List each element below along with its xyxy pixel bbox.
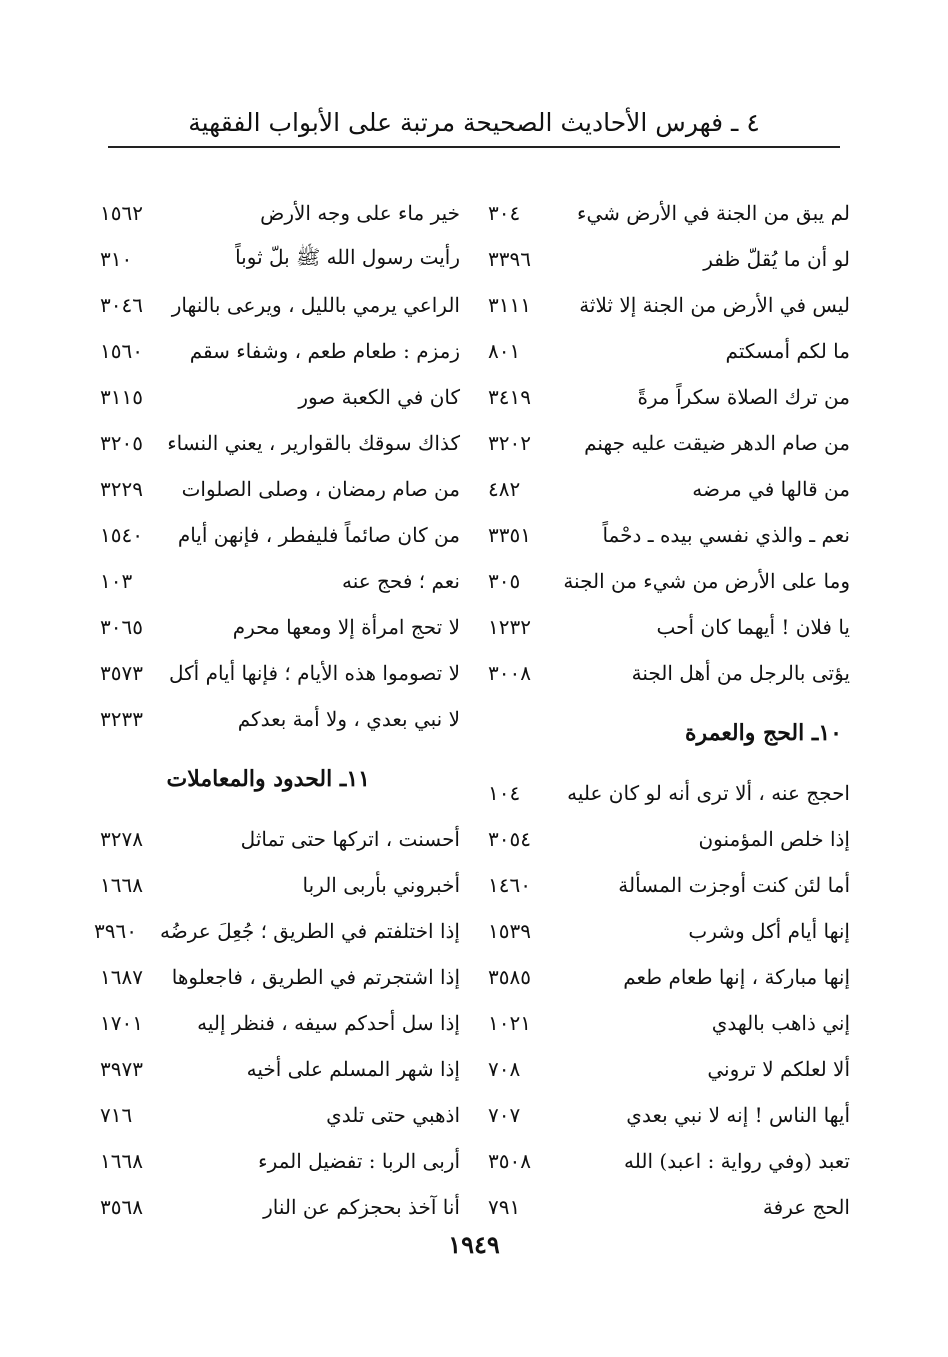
entry-text: أخبروني بأربى الربا: [302, 873, 460, 897]
index-entry: [100, 420, 460, 466]
section-title-hajj: ١٠ـ الحج والعمرة: [684, 720, 842, 746]
entry-number: ١٠٢١: [488, 1011, 531, 1035]
index-entry: [488, 1046, 850, 1092]
index-entry: [100, 328, 460, 374]
entry-text: من صام الدهر ضيقت عليه جهنم: [584, 431, 850, 455]
entry-number: ٣٥٨٥: [488, 965, 531, 989]
entry-text: كان في الكعبة صور: [298, 385, 460, 409]
entry-text: إني ذاهب بالهدي: [711, 1011, 850, 1035]
index-entry: [100, 862, 460, 908]
entry-text: احجج عنه ، ألا ترى أنه لو كان عليه: [567, 781, 850, 805]
index-entry: [488, 954, 850, 1000]
entry-text: ما لكم أمسكتم: [725, 339, 850, 363]
index-entry: [100, 1138, 460, 1184]
entry-list-left-b: [94, 816, 460, 1230]
entry-number: ١٠٣: [100, 569, 133, 593]
entry-number: ١٧٠١: [100, 1011, 143, 1035]
entry-number: ٧٩١: [488, 1195, 521, 1219]
entry-number: ٣٠٦٥: [100, 615, 143, 639]
entry-text: إذا خلص المؤمنون: [698, 827, 850, 851]
entry-list-left-a: [100, 190, 460, 742]
section-title-hudud: ١١ـ الحدود والمعاملات: [166, 766, 370, 792]
entry-text: لم يبق من الجنة في الأرض شيء: [577, 201, 850, 225]
entry-text: وما على الأرض من شيء من الجنة: [563, 569, 850, 593]
entry-number: ٣٥٦٨: [100, 1195, 143, 1219]
left-column: [94, 190, 460, 1230]
entry-number: ٣٠٤٦: [100, 293, 143, 317]
index-entry: [100, 512, 460, 558]
entry-text: إنها أيام أكل وشرب: [688, 919, 850, 943]
entry-number: ١٥٣٩: [488, 919, 531, 943]
entry-text: إنها مباركة ، إنها طعام طعم: [623, 965, 850, 989]
entry-number: ١٦٦٨: [100, 873, 143, 897]
index-entry: [488, 1138, 850, 1184]
index-entry: [100, 1000, 460, 1046]
entry-number: ٣٠٤: [488, 201, 521, 225]
entry-number: ٧٠٧: [488, 1103, 521, 1127]
index-entry: [488, 466, 850, 512]
entry-text: لا تحج امرأة إلا ومعها محرم: [232, 615, 460, 639]
entry-list-right-b: [488, 770, 850, 1230]
entry-text: نعم ؛ فحج عنه: [341, 569, 460, 593]
entry-text: أما لئن كنت أوجزت المسألة: [618, 873, 850, 897]
index-entry: [488, 328, 850, 374]
entry-number: ٨٠١: [488, 339, 521, 363]
entry-number: ٣٩٦٠: [94, 919, 137, 943]
entry-text: أربى الربا : تفضيل المرء: [258, 1149, 460, 1173]
page-number: ١٩٤٩: [448, 1230, 500, 1259]
entry-text: أحسنت ، اتركها حتى تماثل: [240, 827, 460, 851]
entry-text: الحج عرفة: [762, 1195, 850, 1219]
entry-text: يا فلان ! أيهما كان أحب: [656, 615, 850, 639]
entry-number: ١٦٨٧: [100, 965, 143, 989]
entry-number: ١٥٤٠: [100, 523, 143, 547]
index-entry: [100, 816, 460, 862]
index-entry: [488, 770, 850, 816]
index-entry: [488, 236, 850, 282]
entry-number: ٧١٦: [100, 1103, 133, 1127]
entry-text: لا تصوموا هذه الأيام ؛ فإنها أيام أكل: [169, 661, 460, 685]
entry-text: إذا سل أحدكم سيفه ، فنظر إليه: [197, 1011, 460, 1035]
index-entry: [100, 604, 460, 650]
index-entry: [488, 1184, 850, 1230]
entry-text: الراعي يرمي بالليل ، ويرعى بالنهار: [171, 293, 460, 317]
entry-text: من كان صائماً فليفطر ، فإنهن أيام: [177, 523, 460, 547]
entry-text: كذاك سوقك بالقوارير ، يعني النساء: [167, 431, 460, 455]
index-entry: [488, 908, 850, 954]
entry-number: ٣٠٥: [488, 569, 521, 593]
entry-number: ١٢٣٢: [488, 615, 531, 639]
index-entry: [100, 466, 460, 512]
entry-number: ٣٥٧٣: [100, 661, 143, 685]
entry-number: ٣٣٥١: [488, 523, 531, 547]
entry-text: إذا شهر المسلم على أخيه: [246, 1057, 460, 1081]
entry-text: من صام رمضان ، وصلى الصلوات: [181, 477, 460, 501]
entry-number: ٣٣٩٦: [488, 247, 531, 271]
entry-text: أنا آخذ بحجزكم عن النار: [263, 1195, 460, 1219]
index-entry: [488, 558, 850, 604]
index-entry: [100, 1092, 460, 1138]
index-entry: [100, 650, 460, 696]
entry-text: يؤتى بالرجل من أهل الجنة: [631, 661, 850, 685]
entry-number: ٣٠٠٨: [488, 661, 531, 685]
entry-number: ٤٨٢: [488, 477, 521, 501]
index-entry: [488, 374, 850, 420]
entry-number: ٣٠٥٤: [488, 827, 531, 851]
entry-text: لا نبي بعدي ، ولا أمة بعدكم: [237, 707, 460, 731]
entry-text: تعبد (وفي رواية : اعبد) الله: [624, 1149, 850, 1173]
index-entry: [488, 650, 850, 696]
entry-text: لو أن ما يُقلّ ظفر: [703, 247, 850, 271]
index-entry: [100, 282, 460, 328]
entry-text: زمزم : طعام طعم ، وشفاء سقم: [189, 339, 460, 363]
right-column: [488, 190, 850, 1230]
entry-number: ٣١١١: [488, 293, 531, 317]
entry-number: ٣٢٣٣: [100, 707, 143, 731]
entry-number: ٣١١٥: [100, 385, 143, 409]
index-entry: [488, 816, 850, 862]
entry-number: ٣٤١٩: [488, 385, 531, 409]
entry-number: ١٦٦٨: [100, 1149, 143, 1173]
entry-text: اذهبي حتى تلدي: [326, 1103, 460, 1127]
entry-text: خير ماء على وجه الأرض: [260, 201, 460, 225]
entry-text: ألا لعلكم لا تروني: [707, 1057, 850, 1081]
index-entry: [100, 1184, 460, 1230]
entry-list-right-a: [488, 190, 850, 696]
index-entry: [100, 374, 460, 420]
entry-number: ٣٢٢٩: [100, 477, 143, 501]
index-entry: [100, 190, 460, 236]
entry-number: ١٠٤: [488, 781, 521, 805]
entry-text: إذا اختلفتم في الطريق ؛ جُعِلَ عرضُه: [160, 919, 460, 943]
index-entry: [488, 282, 850, 328]
index-entry: [488, 1000, 850, 1046]
entry-number: ٣١٠: [100, 247, 133, 271]
entry-number: ٣٢٠٢: [488, 431, 531, 455]
index-entry: [488, 1092, 850, 1138]
entry-number: ٣٢٧٨: [100, 827, 143, 851]
index-entry: [100, 1046, 460, 1092]
index-entry: [100, 696, 460, 742]
index-entry: [488, 862, 850, 908]
index-entry: [94, 908, 460, 954]
entry-text: نعم ـ والذي نفسي بيده ـ دحْماً: [602, 523, 850, 547]
index-entry: [488, 190, 850, 236]
entry-number: ١٥٦٢: [100, 201, 143, 225]
entry-text: إذا اشتجرتم في الطريق ، فاجعلوها: [171, 965, 460, 989]
entry-text: ليس في الأرض من الجنة إلا ثلاثة: [579, 293, 850, 317]
entry-number: ٣٥٠٨: [488, 1149, 531, 1173]
index-entry: [488, 512, 850, 558]
entry-text: رأيت رسول الله ﷺ بلّ ثوباً: [235, 244, 460, 269]
index-entry: [100, 954, 460, 1000]
entry-number: ٣٢٠٥: [100, 431, 143, 455]
entry-text: من قالها في مرضه: [692, 477, 850, 501]
entry-number: ١٤٦٠: [488, 873, 531, 897]
page-header: [108, 100, 840, 148]
index-entry: [488, 420, 850, 466]
entry-number: ٧٠٨: [488, 1057, 521, 1081]
index-entry: [100, 236, 460, 282]
index-entry: [100, 558, 460, 604]
entry-text: أيها الناس ! إنه لا نبي بعدي: [626, 1103, 850, 1127]
index-entry: [488, 604, 850, 650]
entry-number: ١٥٦٠: [100, 339, 143, 363]
entry-text: من ترك الصلاة سكراً مرةً: [637, 385, 850, 409]
page-title: ٤ ـ فهرس الأحاديث الصحيحة مرتبة على الأبواب الفقهية: [188, 108, 760, 137]
entry-number: ٣٩٧٣: [100, 1057, 143, 1081]
